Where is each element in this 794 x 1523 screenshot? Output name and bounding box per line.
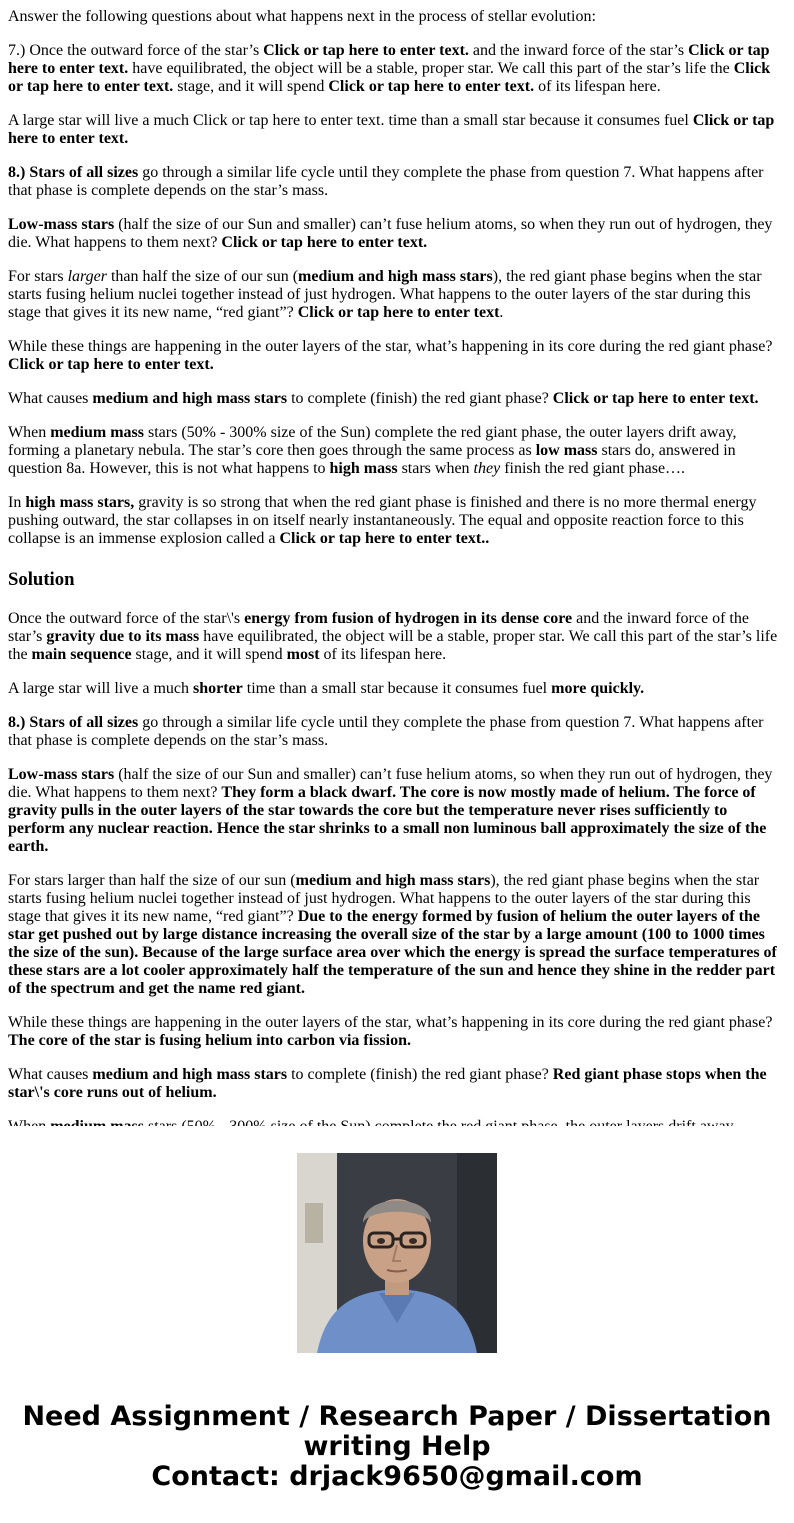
solution-8c: While these things are happening in the outer layers of the star, what’s happening in its core during the red giant phase? The core of the star is fusing helium into carbon via fission. xyxy=(8,1014,773,1049)
answer-field[interactable]: Click or tap here to enter text. xyxy=(8,112,775,147)
answer-field[interactable]: Click or tap here to enter text xyxy=(297,304,500,321)
question-8f: In high mass stars, gravity is so strong that when the red giant phase is finished and there is no more thermal energy pushing outward, the star collapses in on itself nearly instantaneously. The equal and opposite reaction force to this collapse is an immense explosion called a Click or tap here to enter text.. xyxy=(8,494,757,547)
answer-field[interactable]: Click or tap here to enter text. xyxy=(8,42,770,77)
answer-field[interactable]: Click or tap here to enter text.. xyxy=(279,530,490,547)
solution-7b: A large star will live a much shorter time than a small star because it consumes fuel more quickly. xyxy=(8,680,645,697)
answer-field[interactable]: Click or tap here to enter text. xyxy=(221,234,428,251)
answer-field[interactable]: Click or tap here to enter text. xyxy=(328,78,535,95)
answer-field[interactable]: Click or tap here to enter text. xyxy=(552,390,759,407)
answer-field[interactable]: Click or tap here to enter text. xyxy=(263,42,469,59)
solution-7: Once the outward force of the star\'s energy from fusion of hydrogen in its dense core and the inward force of the star’s gravity due to its mass have equilibrated, the object will be a stable, proper star. We call this part of the star’s life the main sequence stage, and it will spend most of its lifespan here. xyxy=(8,610,778,663)
question-8e: When medium mass stars (50% - 300% size of the Sun) complete the red giant phase, the outer layers drift away, forming a planetary nebula. The star’s core then goes through the same process as low mass stars do, answered in question 8a. However, this is not what happens to high mass stars when they finish the red giant phase…. xyxy=(8,424,737,477)
question-7: 7.) Once the outward force of the star’s Click or tap here to enter text. and the inward force of the star’s Click or tap here to enter text. have equilibrated, the object will be a stable, proper star. We call this part of the star’s life the Click or tap here to enter text. stage, and it will spend Click or tap here to enter text. of its lifespan here. xyxy=(8,42,771,95)
solution-8a: Low-mass stars (half the size of our Sun and smaller) can’t fuse helium atoms, so when they run out of hydrogen, they die. What happens to them next? They form a black dwarf. The core is now mostly made of helium. The force of gravity pulls in the outer layers of the star towards the core but the temperature never rises sufficiently to perform any nuclear reaction. Hence the star shrinks to a small non luminous ball approximately the size of the earth. xyxy=(8,766,773,855)
cta-line-2: writing Help xyxy=(303,1431,491,1462)
document-body xyxy=(8,8,780,1126)
solution-8d: What causes medium and high mass stars to complete (finish) the red giant phase? Red giant phase stops when the star\'s core runs out of helium. xyxy=(8,1066,767,1101)
cta-line-1: Need Assignment / Research Paper / Dissertation xyxy=(22,1401,772,1432)
question-8a: Low-mass stars (half the size of our Sun and smaller) can’t fuse helium atoms, so when they run out of hydrogen, they die. What happens to them next? Click or tap here to enter text. xyxy=(8,216,773,251)
promo-banner xyxy=(0,1126,794,1523)
solution-8b: For stars larger than half the size of our sun (medium and high mass stars), the red giant phase begins when the star starts fusing helium nuclei together instead of just hydrogen. What happens to the outer layers of the star during this stage that gives it its new name, “red giant”? Due to the energy formed by fusion of helium the outer layers of the star get pushed out by large distance increasing the overall size of the star by a large amount (100 to 1000 times the size of the sun). Because of the large surface area over which the energy is spread the surface temperatures of these stars are a lot cooler approximately half the temperature of the sun and hence they shine in the redder part of the spectrum and get the name red giant. xyxy=(8,872,777,997)
solution-heading: Solution xyxy=(8,569,75,590)
question-7b: A large star will live a much Click or tap here to enter text. time than a small star because it consumes fuel Click or tap here to enter text. xyxy=(8,112,775,147)
answer-field[interactable]: Click or tap here to enter text. xyxy=(8,60,771,95)
solution-8: 8.) Stars of all sizes go through a similar life cycle until they complete the phase from question 7. What happens after that phase is complete depends on the star’s mass. xyxy=(8,714,764,749)
intro-text: Answer the following questions about what happens next in the process of stellar evolution: xyxy=(8,8,596,25)
author-avatar xyxy=(297,1153,497,1353)
question-8d: What causes medium and high mass stars to complete (finish) the red giant phase? Click or tap here to enter text. xyxy=(8,390,759,407)
question-8c: While these things are happening in the outer layers of the star, what’s happening in its core during the red giant phase? Click or tap here to enter text. xyxy=(8,338,773,373)
contact-call-to-action xyxy=(0,1402,794,1492)
answer-field[interactable]: Click or tap here to enter text. xyxy=(8,356,214,373)
cta-contact-email[interactable]: Contact: drjack9650@gmail.com xyxy=(151,1461,643,1492)
question-8: 8.) Stars of all sizes go through a similar life cycle until they complete the phase from question 7. What happens after that phase is complete depends on the star’s mass. xyxy=(8,164,764,199)
question-8b: For stars larger than half the size of our sun (medium and high mass stars), the red giant phase begins when the star starts fusing helium nuclei together instead of just hydrogen. What happens to the outer layers of the star during this stage that gives it its new name, “red giant”? Click or tap here to enter text. xyxy=(8,268,762,321)
author-portrait xyxy=(297,1153,497,1353)
